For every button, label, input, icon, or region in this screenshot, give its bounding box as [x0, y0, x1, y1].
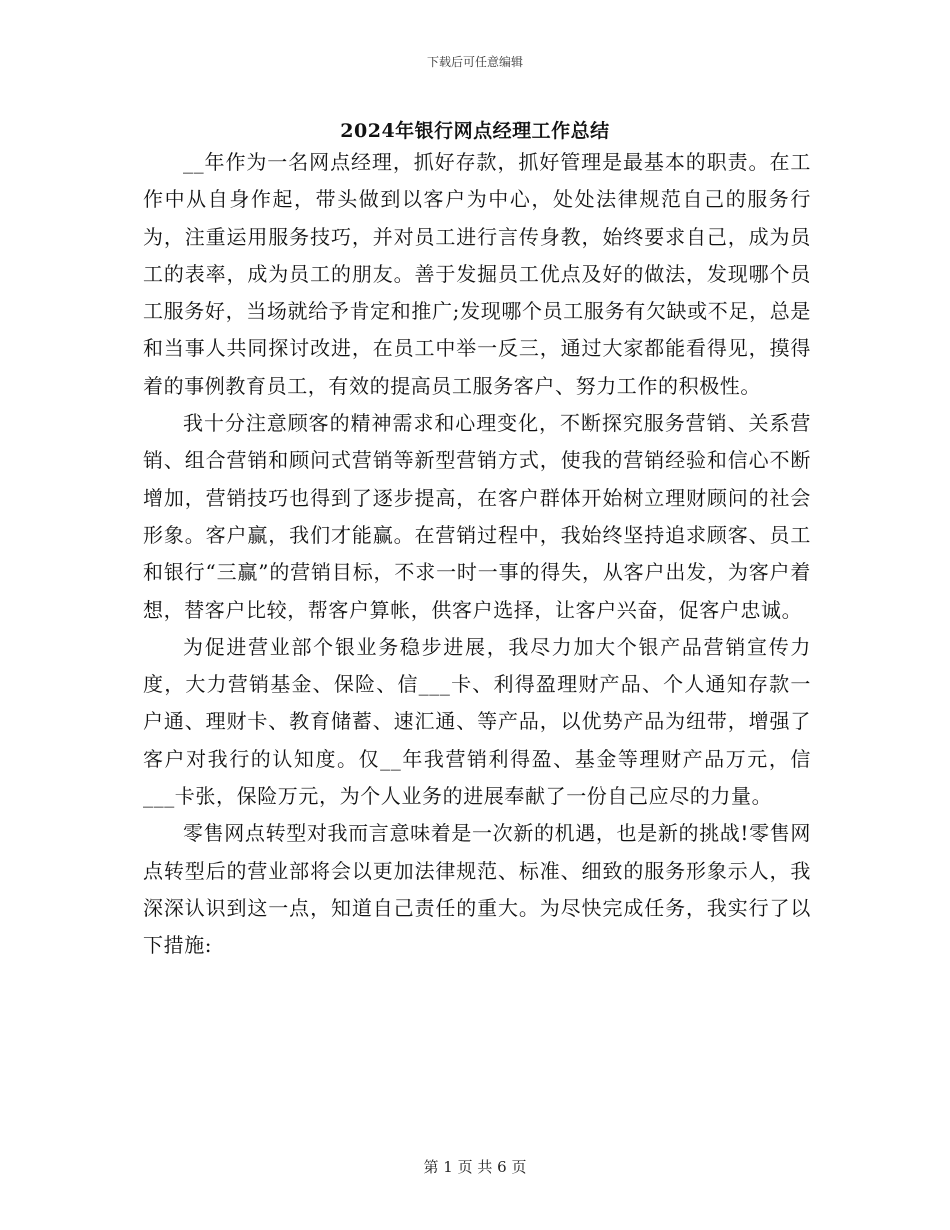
- document-title: 2024年银行网点经理工作总结: [340, 120, 610, 142]
- paragraph-2: 我十分注意顾客的精神需求和心理变化，不断探究服务营销、关系营销、组合营销和顾问式营销等新型营销方式，使我的营销经验和信心不断增加，营销技巧也得到了逐步提高，在客户群体开始树立理财顾问的社会形象。客户赢，我们才能赢。在营销过程中，我始终坚持追求顾客、员工和银行“三赢”的营销目标，不求一时一事的得失，从客户出发，为客户着想，替客户比较，帮客户算帐，供客户选择，让客户兴奋，促客户忠诚。: [143, 411, 811, 622]
- page-header-note: 下载后可任意编辑: [426, 55, 523, 69]
- paragraph-1: __年作为一名网点经理，抓好存款，抓好管理是最基本的职责。在工作中从自身作起，带头做到以客户为中心，处处法律规范自己的服务行为，注重运用服务技巧，并对员工进行言传身教，始终要求自己，成为员工的表率，成为员工的朋友。善于发掘员工优点及好的做法，发现哪个员工服务好，当场就给予肯定和推广;发现哪个员工服务有欠缺或不足，总是和当事人共同探讨改进，在员工中举一反三，通过大家都能看得见，摸得着的事例教育员工，有效的提高员工服务客户、努力工作的积极性。: [143, 150, 811, 398]
- paragraph-3: 为促进营业部个银业务稳步进展，我尽力加大个银产品营销宣传力度，大力营销基金、保险、信___卡、利得盈理财产品、个人通知存款一户通、理财卡、教育储蓄、速汇通、等产品，以优势产品为纽带，增强了客户对我行的认知度。仅__年我营销利得盈、基金等理财产品万元，信___卡张，保险万元，为个人业务的进展奉献了一份自己应尽的力量。: [143, 634, 811, 809]
- document-body: [143, 144, 811, 965]
- page-number-footer: 第 1 页 共 6 页: [423, 1158, 527, 1176]
- paragraph-4: 零售网点转型对我而言意味着是一次新的机遇，也是新的挑战!零售网点转型后的营业部将会以更加法律规范、标准、细致的服务形象示人，我深深认识到这一点，知道自己责任的重大。为尽快完成任务，我实行了以下措施:: [143, 821, 811, 958]
